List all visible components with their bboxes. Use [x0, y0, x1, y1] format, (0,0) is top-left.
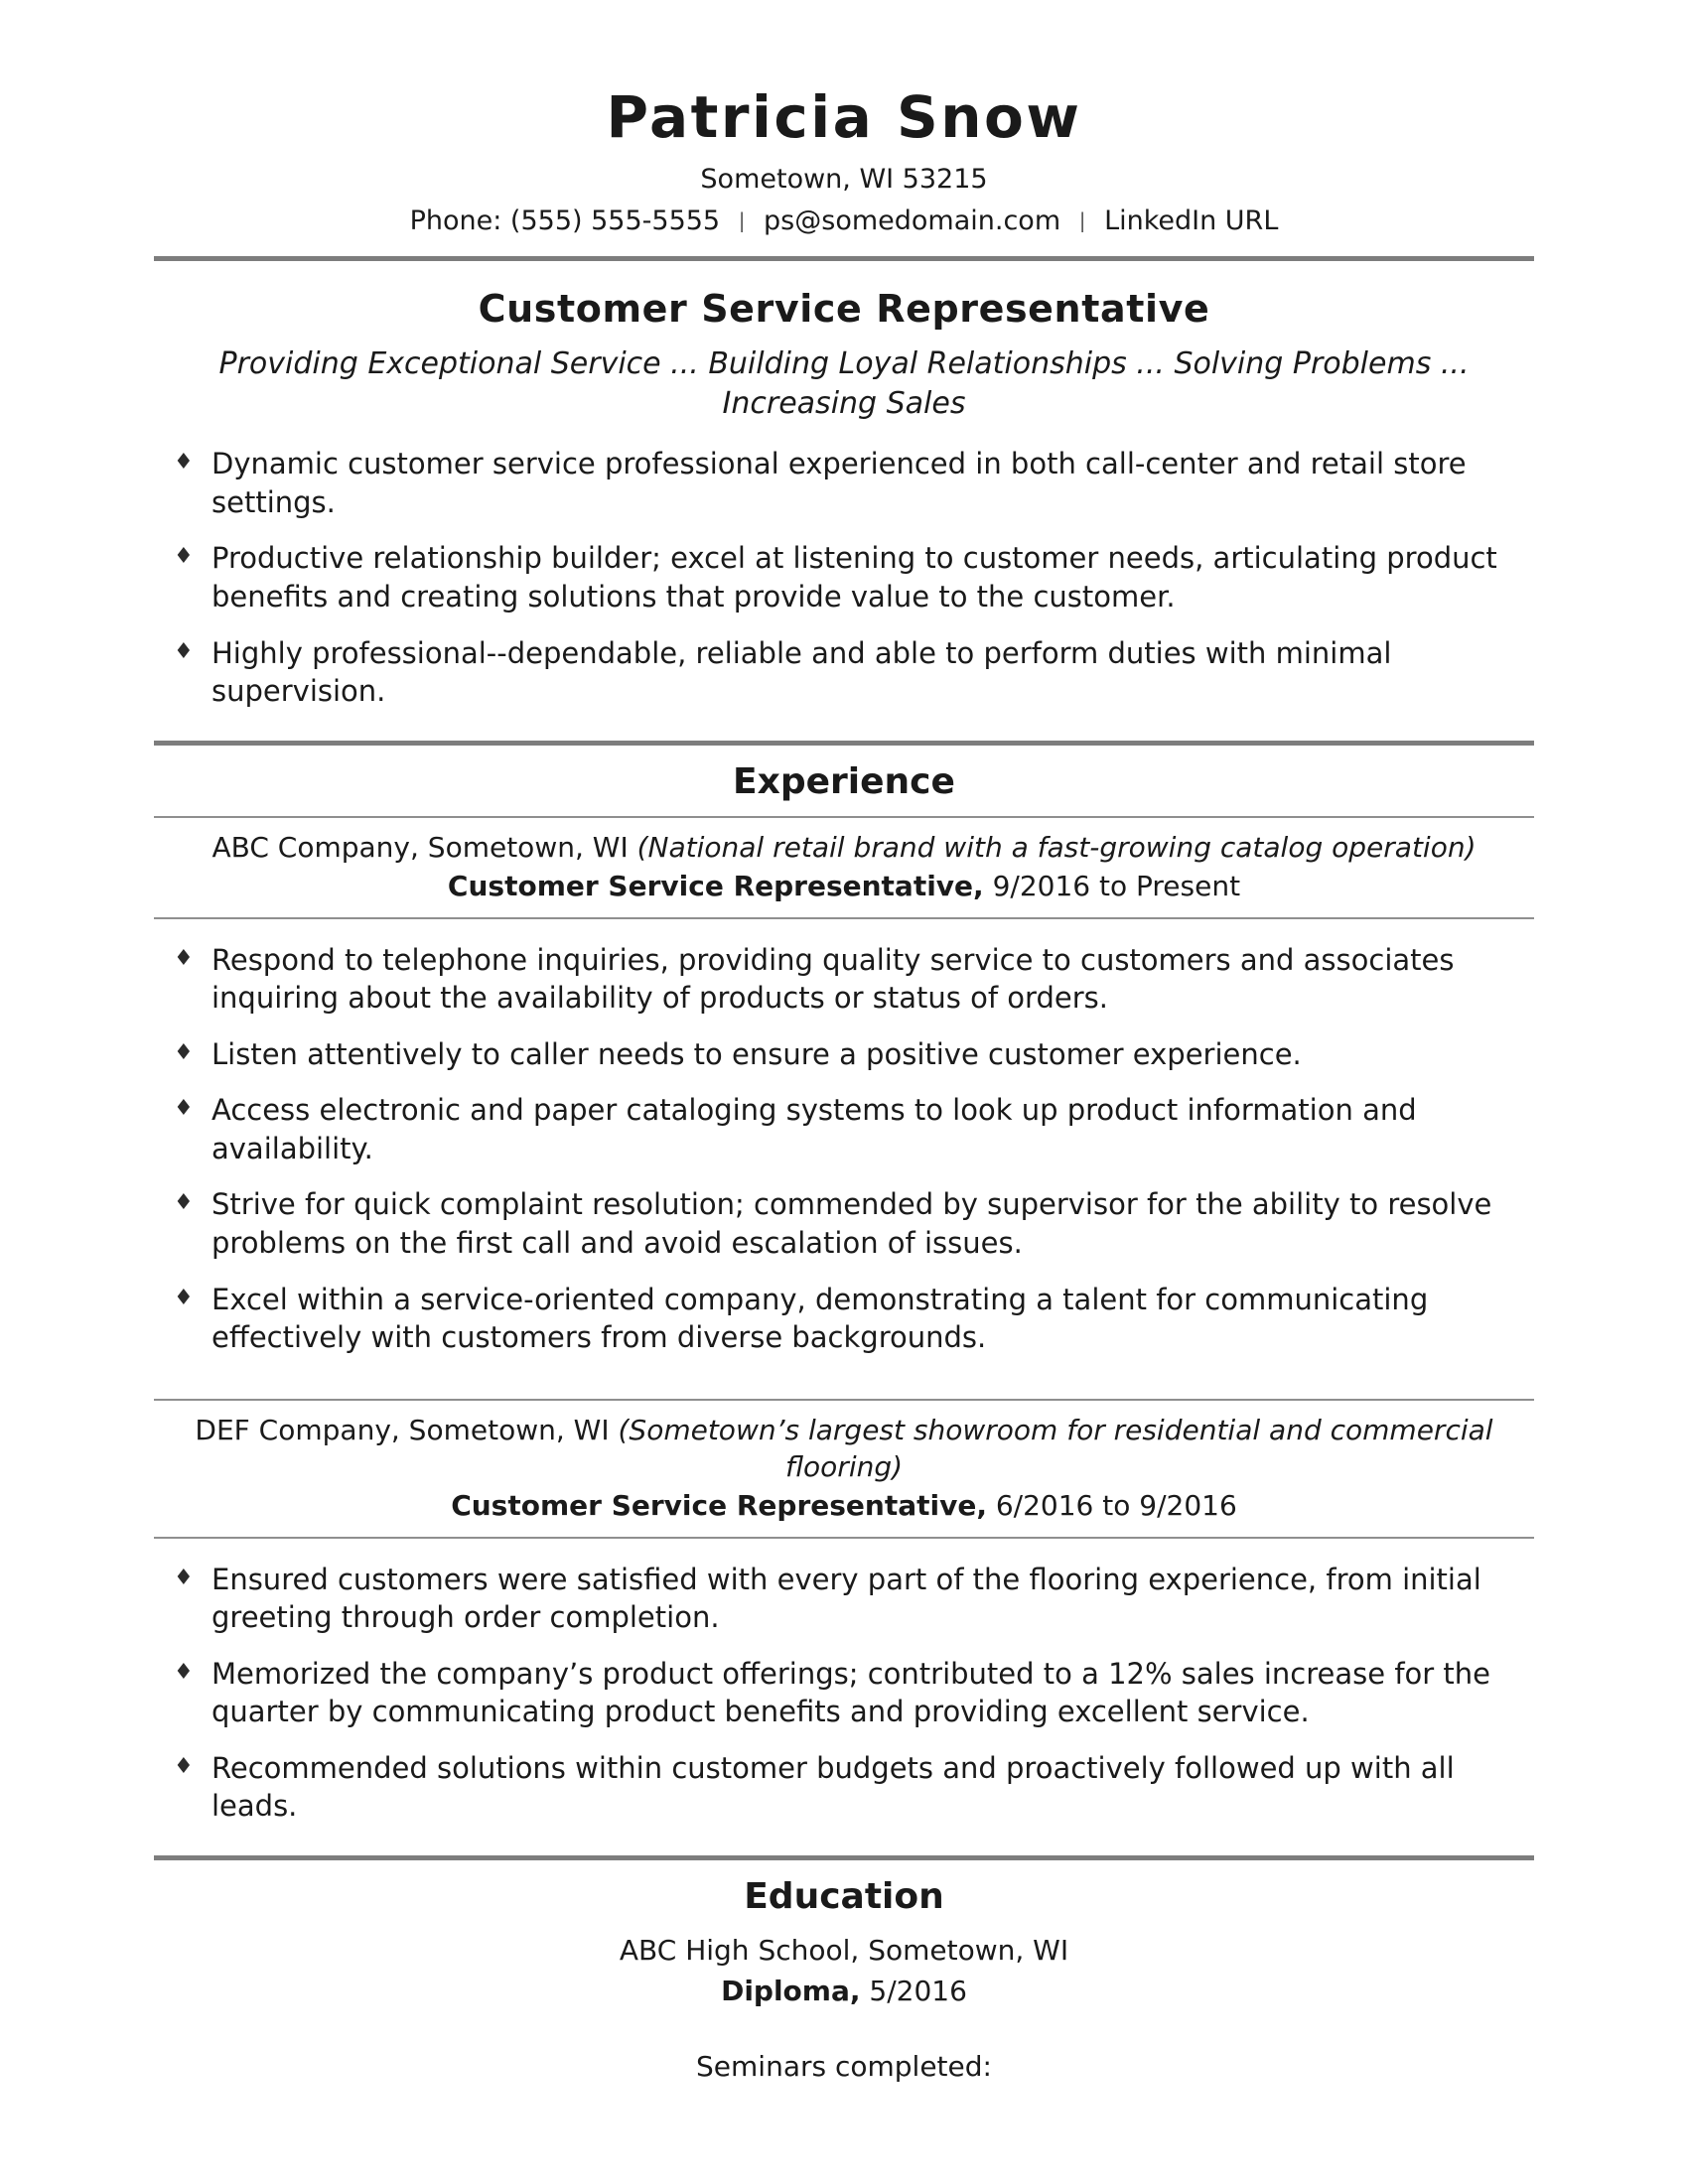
degree-date: 5/2016 — [860, 1975, 967, 2008]
section-heading-experience: Experience — [733, 760, 955, 802]
list-item-text: Excel within a service-oriented company, demonstrating a talent for communicating effectively with customers from diverse backgrounds. — [211, 1282, 1429, 1355]
experience-bullet-list — [154, 1561, 1534, 1826]
diamond-bullet-icon: ♦ — [174, 544, 194, 570]
employer-name: ABC Company, Sometown, WI — [211, 830, 637, 864]
diamond-bullet-icon: ♦ — [174, 1659, 194, 1685]
role-dates: 9/2016 to Present — [983, 869, 1241, 902]
diamond-bullet-icon: ♦ — [174, 450, 194, 476]
resume-header — [154, 83, 1534, 240]
list-item — [154, 941, 1534, 1018]
seminars-label: Seminars completed: — [696, 2050, 992, 2084]
contact-line — [154, 203, 1534, 240]
education-top-divider — [154, 1855, 1534, 1860]
candidate-phone: Phone: (555) 555-5555 — [409, 205, 721, 237]
role-dates: 6/2016 to 9/2016 — [986, 1488, 1237, 1522]
list-item — [154, 634, 1534, 711]
header-divider — [154, 256, 1534, 261]
employer-line — [164, 830, 1524, 867]
section-heading-education: Education — [744, 1875, 944, 1917]
candidate-email[interactable]: ps@somedomain.com — [764, 205, 1061, 237]
education-section — [154, 1855, 1534, 2083]
list-item — [154, 1561, 1534, 1637]
diamond-bullet-icon: ♦ — [174, 1285, 194, 1310]
degree-name: Diploma, — [721, 1975, 861, 2008]
contact-separator-1: | — [738, 208, 746, 233]
employer-line — [164, 1413, 1524, 1486]
list-item — [154, 539, 1534, 615]
summary-bullet-list — [154, 445, 1534, 710]
target-job-title: Customer Service Representative — [478, 287, 1210, 332]
headline-tagline: Providing Exceptional Service ... Building Loyal Relationships ... Solving Problems ... Increasing Sales — [218, 346, 1470, 421]
employer-description: (National retail brand with a fast-growing catalog operation) — [636, 830, 1477, 864]
diamond-bullet-icon: ♦ — [174, 1753, 194, 1779]
list-item — [154, 1655, 1534, 1731]
employer-name: DEF Company, Sometown, WI — [195, 1413, 619, 1446]
role-line — [154, 869, 1534, 905]
experience-entry — [154, 1399, 1534, 1826]
list-item-text: Memorized the company’s product offerings; contributed to a 12% sales increase for the quarter by communicating product benefits and providing excellent service. — [211, 1656, 1491, 1729]
candidate-address: Sometown, WI 53215 — [700, 163, 988, 195]
role-title: Customer Service Representative, — [451, 1488, 987, 1522]
degree-line — [154, 1972, 1534, 2010]
experience-entry-divider — [154, 1537, 1534, 1539]
list-item — [154, 1035, 1534, 1074]
list-item-text: Strive for quick complaint resolution; commended by supervisor for the ability to resolve problems on the first call and avoid escalation of issues. — [211, 1187, 1492, 1260]
employer-description: (Sometown’s largest showroom for residential and commercial flooring) — [618, 1413, 1493, 1483]
experience-bullet-list — [154, 941, 1534, 1357]
list-item — [154, 1281, 1534, 1357]
list-item-text: Dynamic customer service professional experienced in both call-center and retail store settings. — [211, 447, 1467, 519]
diamond-bullet-icon: ♦ — [174, 1565, 194, 1590]
experience-entry-divider — [154, 917, 1534, 919]
experience-entry-top-divider — [154, 1399, 1534, 1401]
list-item-text: Productive relationship builder; excel at listening to customer needs, articulating product benefits and creating solutions that provide value to the customer. — [211, 541, 1497, 614]
list-item-text: Access electronic and paper cataloging systems to look up product information and availability. — [211, 1093, 1417, 1165]
experience-top-divider — [154, 741, 1534, 746]
contact-separator-2: | — [1078, 208, 1086, 233]
diamond-bullet-icon: ♦ — [174, 1039, 194, 1065]
list-item-text: Recommended solutions within customer budgets and proactively followed up with all leads. — [211, 1750, 1455, 1824]
list-item-text: Ensured customers were satisfied with every part of the flooring experience, from initial greeting through order completion. — [211, 1562, 1481, 1635]
school-name: ABC High School, Sometown, WI — [619, 1933, 1069, 1967]
experience-section — [154, 741, 1534, 1826]
list-item — [154, 1185, 1534, 1262]
list-item — [154, 1749, 1534, 1826]
list-item-text: Listen attentively to caller needs to ensure a positive customer experience. — [211, 1036, 1302, 1071]
list-item-text: Respond to telephone inquiries, providing quality service to customers and associates inquiring about the availability of products or status of orders. — [211, 942, 1455, 1016]
diamond-bullet-icon: ♦ — [174, 638, 194, 664]
role-line — [154, 1488, 1534, 1525]
candidate-linkedin[interactable]: LinkedIn URL — [1104, 205, 1279, 237]
candidate-name: Patricia Snow — [606, 83, 1082, 151]
list-item-text: Highly professional--dependable, reliable and able to perform duties with minimal supervision. — [211, 635, 1392, 709]
experience-heading-underline — [154, 816, 1534, 818]
list-item — [154, 445, 1534, 521]
diamond-bullet-icon: ♦ — [174, 945, 194, 971]
diamond-bullet-icon: ♦ — [174, 1096, 194, 1122]
role-title: Customer Service Representative, — [447, 869, 984, 902]
list-item — [154, 1091, 1534, 1167]
experience-entry — [154, 830, 1534, 1357]
diamond-bullet-icon: ♦ — [174, 1190, 194, 1216]
